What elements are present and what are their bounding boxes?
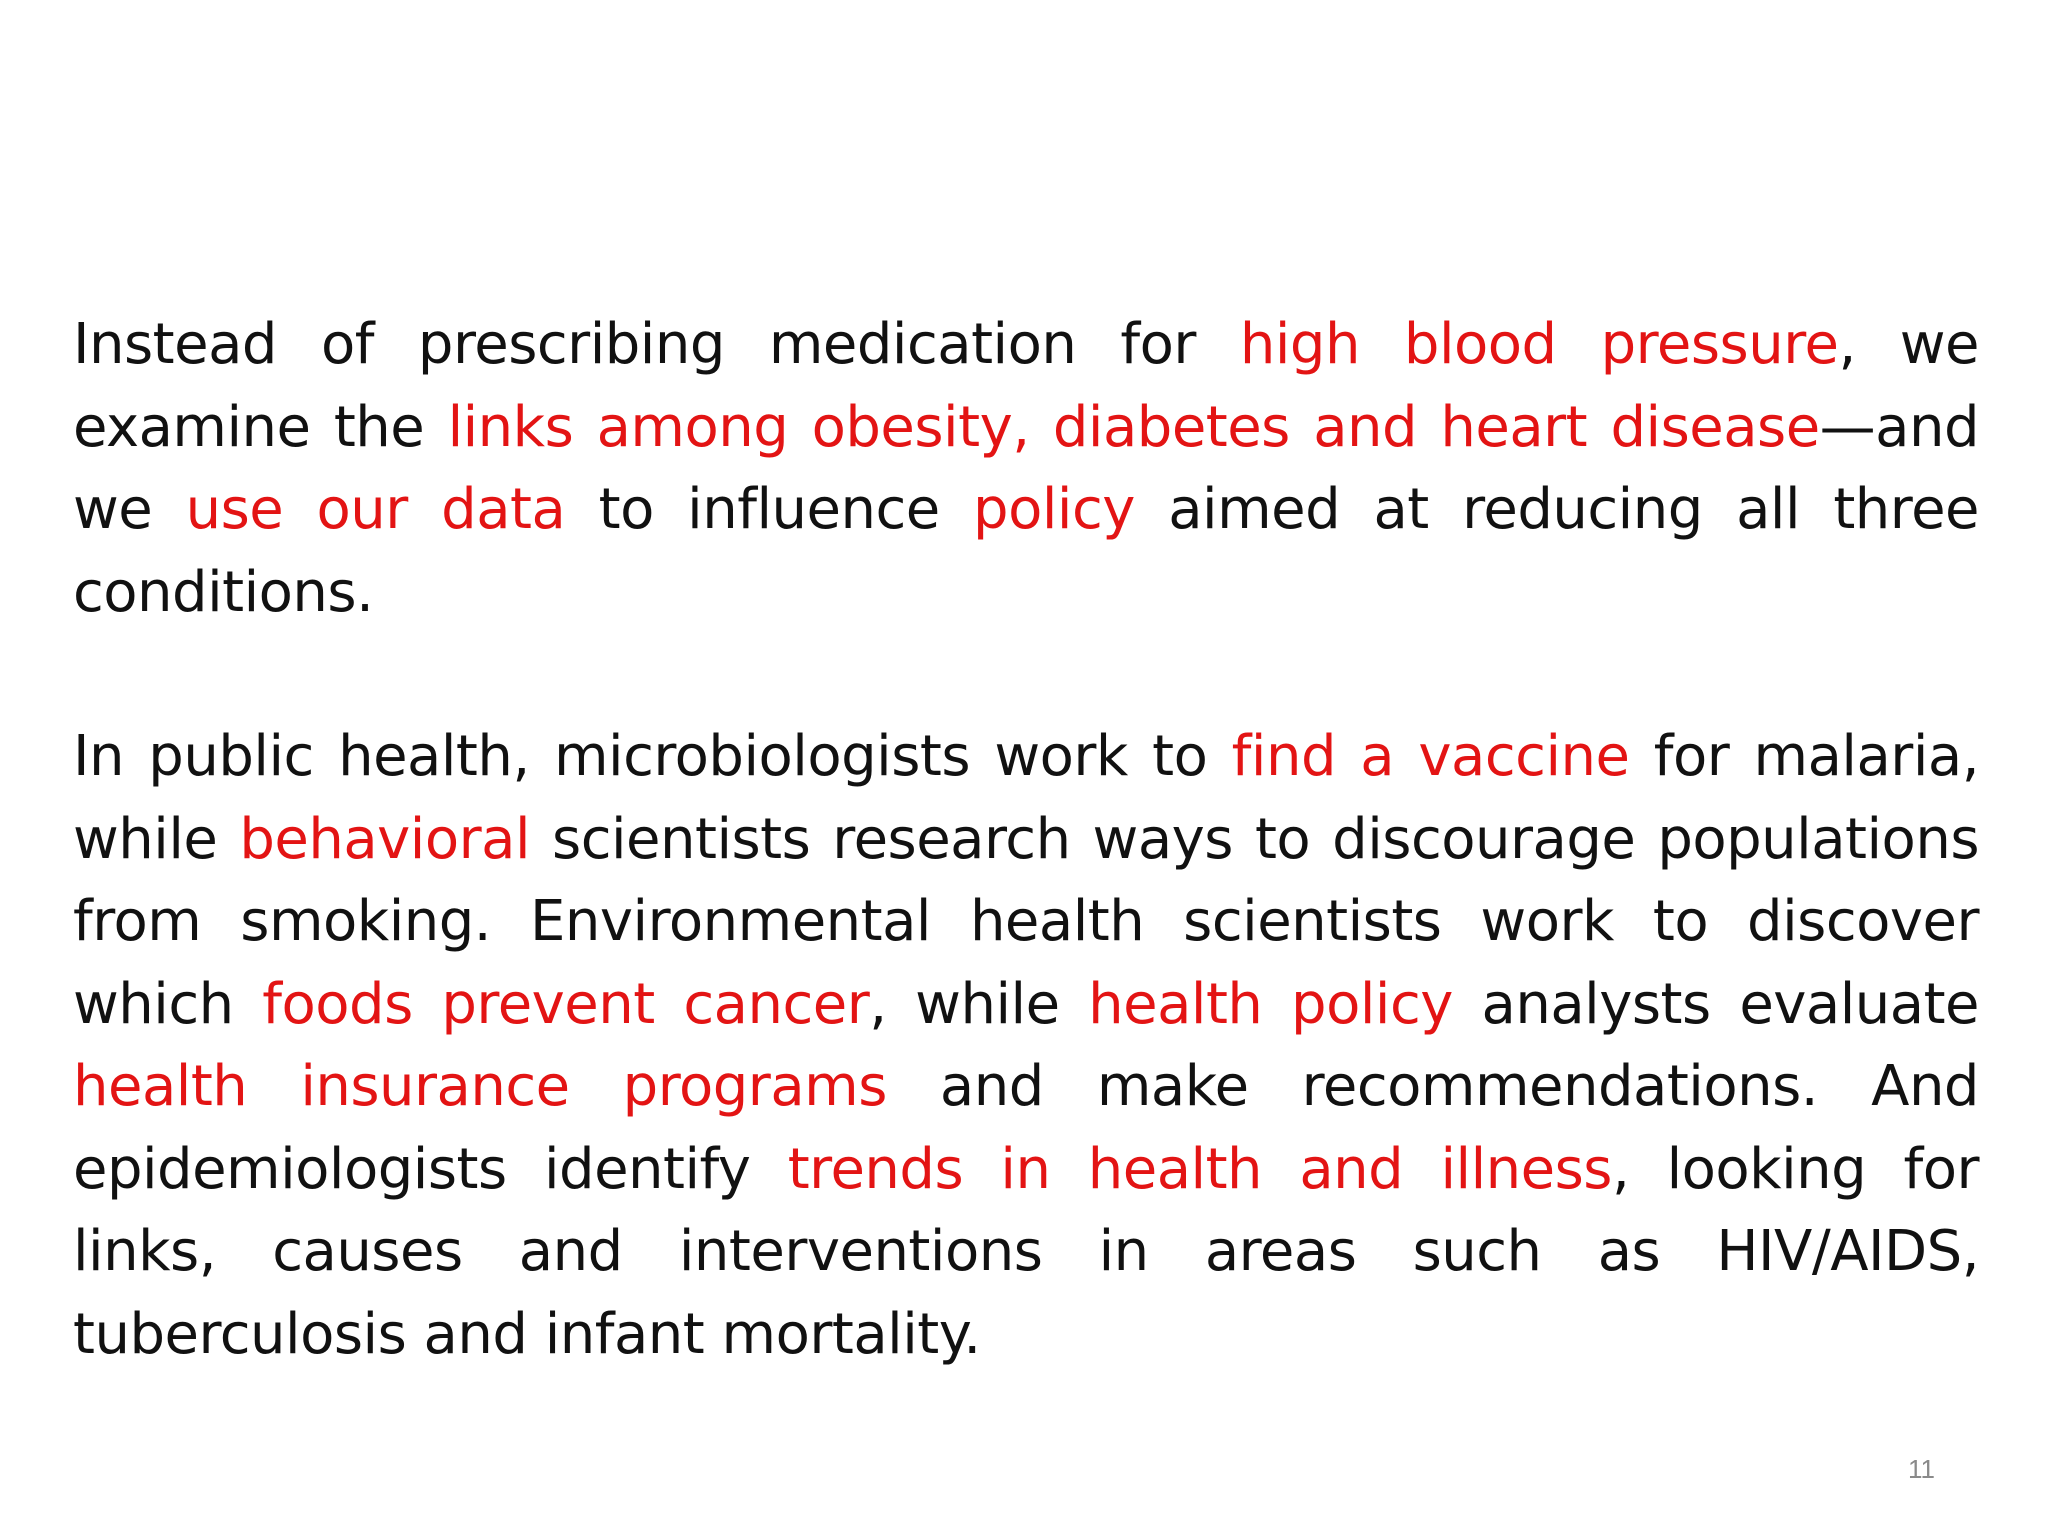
text-run: aimed at reducing all three conditions. <box>73 477 1979 625</box>
text-run: analysts evaluate <box>1452 971 1980 1037</box>
text-run: to influence <box>565 477 974 542</box>
paragraph-1 <box>73 304 1979 634</box>
text-run: and make recommendations. And epidemiologists identify <box>73 1054 1979 1202</box>
highlighted-phrase: use our data <box>185 477 566 542</box>
text-run: Instead of prescribing medication for <box>73 312 1240 377</box>
text-run: In public health, microbiologists work to <box>73 724 1232 789</box>
slide-body-text <box>73 304 1979 1376</box>
highlighted-phrase: links among obesity, diabetes and heart disease <box>447 394 1820 460</box>
text-run: —and we <box>73 394 1979 542</box>
highlighted-phrase: find a vaccine <box>1231 724 1630 789</box>
text-run: , while <box>869 971 1089 1037</box>
highlighted-phrase: high blood pressure <box>1239 312 1839 377</box>
highlighted-phrase: health policy <box>1088 971 1453 1037</box>
highlighted-phrase: policy <box>973 477 1135 542</box>
text-run: , looking for links, causes and interventions in areas such as HIV/AIDS, tuberculosis and infant mortality. <box>73 1136 1979 1367</box>
highlighted-phrase: health insurance programs <box>73 1054 887 1119</box>
highlighted-phrase: foods prevent cancer <box>262 971 870 1037</box>
highlighted-phrase: behavioral <box>239 806 531 872</box>
highlighted-phrase: trends in health and illness <box>787 1136 1612 1202</box>
text-run: scientists research ways to discourage populations from smoking. Environmental health scientists work to discover which <box>73 806 1979 1037</box>
text-run: for malaria, while <box>73 724 1979 872</box>
page-number: 11 <box>1908 1454 1935 1484</box>
paragraph-2 <box>73 716 1979 1376</box>
text-run: , we examine the <box>73 312 1980 460</box>
